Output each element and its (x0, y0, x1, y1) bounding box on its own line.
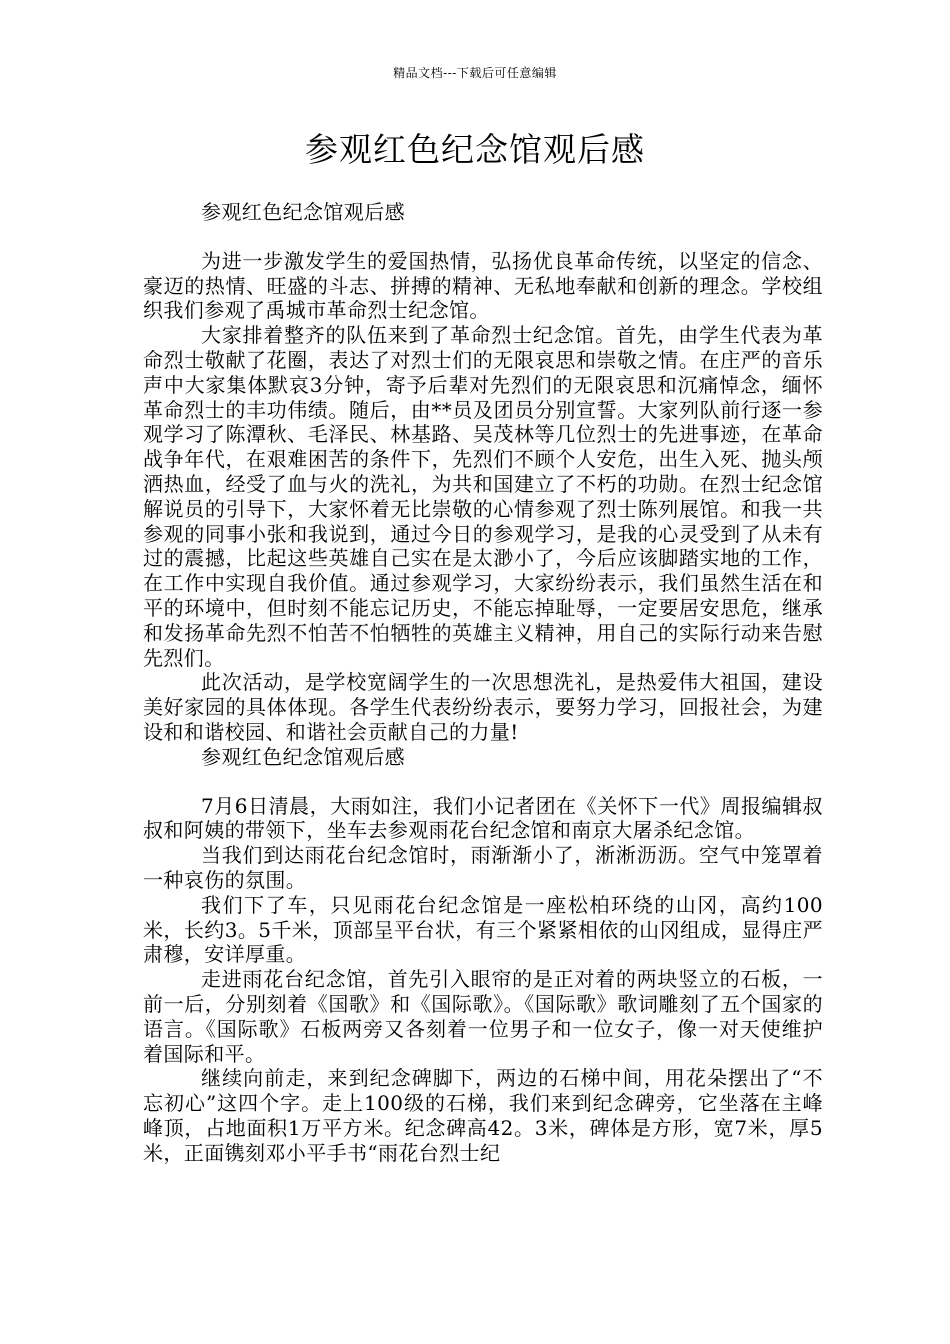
article-2-paragraph: 7月6日清晨，大雨如注，我们小记者团在《关怀下一代》周报编辑叔叔和阿姨的带领下，坐车去参观雨花台纪念馆和南京大屠杀纪念馆。 (143, 793, 823, 843)
document-title: 参观红色纪念馆观后感 (305, 130, 645, 169)
article-1-paragraph: 大家排着整齐的队伍来到了革命烈士纪念馆。首先，由学生代表为革命烈士敬献了花圈，表达了对烈士们的无限哀思和崇敬之情。在庄严的音乐声中大家集体默哀3分钟，寄予后辈对先烈们的无限哀思和沉痛悼念，缅怀革命烈士的丰功伟绩。随后，由**员及团员分别宣誓。大家列队前行逐一参观学习了陈潭秋、毛泽民、林基路、吴茂林等几位烈士的先进事迹，在革命战争年代，在艰难困苦的条件下，先烈们不顾个人安危，出生入死、抛头颅洒热血，经受了血与火的洗礼，为共和国建立了不朽的功勋。在烈士纪念馆解说员的引导下，大家怀着无比崇敬的心情参观了烈士陈列展馆。和我一共参观的同事小张和我说到，通过今日的参观学习，是我的心灵受到了从未有过的震撼，比起这些英雄自己实在是太渺小了，今后应该脚踏实地的工作，在工作中实现自我价值。通过参观学习，大家纷纷表示，我们虽然生活在和平的环境中，但时刻不能忘记历史，不能忘掉耻辱，一定要居安思危，继承和发扬革命先烈不怕苦不怕牺牲的英雄主义精神，用自己的实际行动来告慰先烈们。 (143, 323, 823, 670)
article-2-subtitle: 参观红色纪念馆观后感 (201, 744, 405, 769)
article-1-paragraph: 此次活动，是学校宽阔学生的一次思想洗礼，是热爱伟大祖国，建设美好家园的具体体现。各学生代表纷纷表示，要努力学习，回报社会，为建设和和谐校园、和谐社会贡献自己的力量! (143, 670, 823, 744)
article-1-paragraph: 为进一步激发学生的爱国热情，弘扬优良革命传统，以坚定的信念、豪迈的热情、旺盛的斗志、拼搏的精神、无私地奉献和创新的理念。学校组织我们参观了禹城市革命烈士纪念馆。 (143, 248, 823, 323)
article-1-subtitle: 参观红色纪念馆观后感 (201, 200, 405, 224)
article-2-paragraph: 我们下了车，只见雨花台纪念馆是一座松柏环绕的山冈，高约100米，长约3。5千米，顶部呈平台状，有三个紧紧相依的山冈组成，显得庄严肃穆，安详厚重。 (143, 892, 823, 967)
article-2-paragraph: 走进雨花台纪念馆，首先引入眼帘的是正对着的两块竖立的石板，一前一后，分别刻着《国歌》和《国际歌》。《国际歌》歌词雕刻了五个国家的语言。《国际歌》石板两旁又各刻着一位男子和一位女子，像一对天使维护着国际和平。 (143, 967, 823, 1066)
article-2-paragraph: 继续向前走，来到纪念碑脚下，两边的石梯中间，用花朵摆出了“不忘初心”这四个字。走上100级的石梯，我们来到纪念碑旁，它坐落在主峰峰顶，占地面积1万平方米。纪念碑高42。3米，碑体是方形，宽7米，厚5米，正面镌刻邓小平手书“雨花台烈士纪 (143, 1066, 823, 1165)
article-2-paragraph: 当我们到达雨花台纪念馆时，雨渐渐小了，淅淅沥沥。空气中笼罩着一种哀伤的氛围。 (143, 843, 823, 892)
page-header-note: 精品文档---下载后可任意编辑 (393, 66, 557, 80)
document-body (143, 196, 823, 1165)
